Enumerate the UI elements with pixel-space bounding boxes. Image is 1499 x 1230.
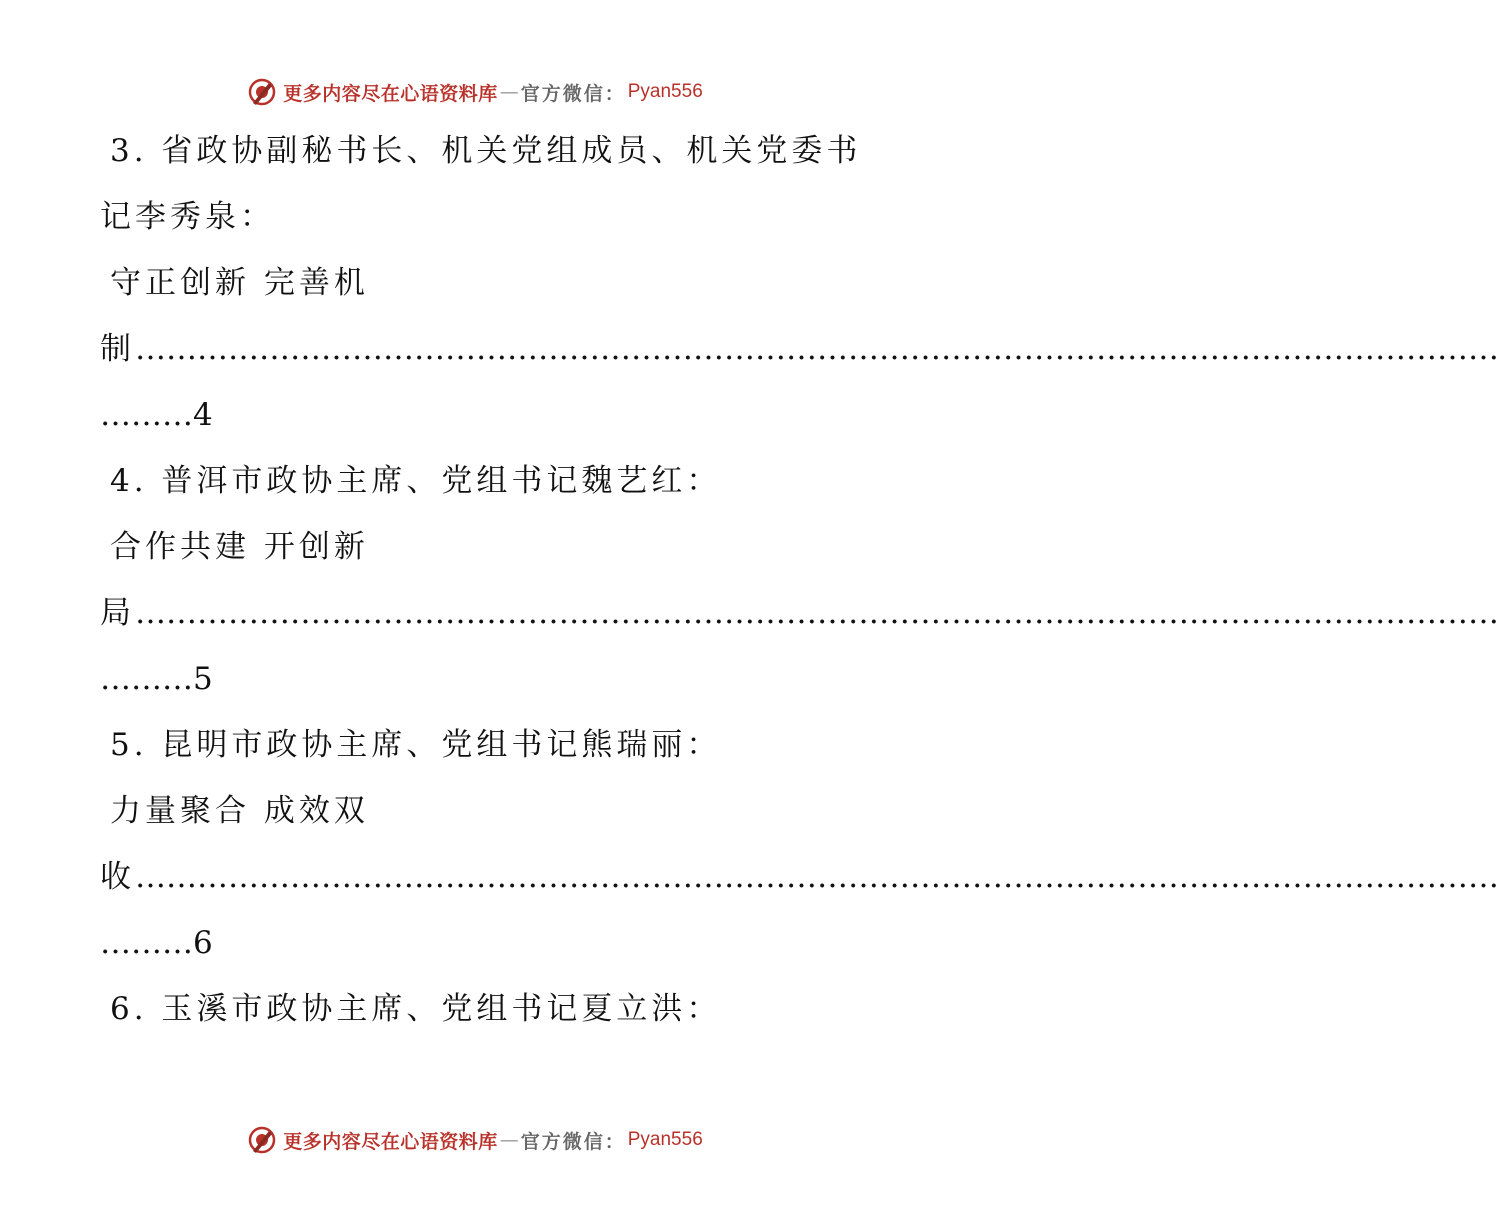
entry-5-title-last-char: 收	[100, 859, 135, 895]
entry-4-title-last-char: 局	[100, 595, 135, 631]
header-watermark	[0, 72, 950, 112]
entry-3-leader-line[interactable]	[100, 316, 1499, 382]
entry-3-leader: ……………………………………………………………………………………………………………………	[135, 331, 1499, 367]
entry-4-heading: 4. 普洱市政协主席、党组书记魏艺红：	[110, 463, 722, 499]
watermark-separator: —	[499, 1129, 519, 1151]
entry-4-page-ref[interactable]: ………5	[100, 661, 213, 697]
watermark-id: Pyan556	[627, 81, 703, 102]
entry-5-heading: 5. 昆明市政协主席、党组书记熊瑞丽：	[110, 727, 722, 763]
entry-5-title: 力量聚合 成效双	[110, 793, 369, 829]
entry-4-leader: ……………………………………………………………………………………………………………………	[135, 595, 1499, 631]
watermark-text: 更多内容尽在心语资料库	[283, 82, 498, 105]
watermark-id: Pyan556	[627, 1129, 703, 1150]
entry-3-page-ref[interactable]: ………4	[100, 397, 213, 433]
entry-3-heading-line2: 记李秀泉：	[100, 199, 275, 235]
toc-content	[100, 118, 1499, 1042]
footer-watermark	[0, 1120, 950, 1160]
watermark-separator: —	[499, 81, 519, 103]
entry-5-leader: ……………………………………………………………………………………………………………………	[135, 859, 1499, 895]
entry-3-title: 守正创新 完善机	[110, 265, 369, 301]
watermark-text: 更多内容尽在心语资料库	[283, 1130, 498, 1153]
watermark-label: 官方微信：	[520, 82, 626, 105]
entry-4-title: 合作共建 开创新	[110, 529, 369, 565]
entry-5-page-ref[interactable]: ………6	[100, 925, 213, 961]
entry-6-heading: 6. 玉溪市政协主席、党组书记夏立洪：	[110, 991, 722, 1027]
watermark-label: 官方微信：	[520, 1130, 626, 1153]
entry-3-title-last-char: 制	[100, 331, 135, 367]
entry-5-leader-line[interactable]	[100, 844, 1499, 910]
pen-logo-icon	[247, 77, 277, 107]
entry-4-leader-line[interactable]	[100, 580, 1499, 646]
entry-3-heading-line1: 3. 省政协副秘书长、机关党组成员、机关党委书	[110, 133, 862, 169]
pen-logo-icon	[247, 1125, 277, 1155]
